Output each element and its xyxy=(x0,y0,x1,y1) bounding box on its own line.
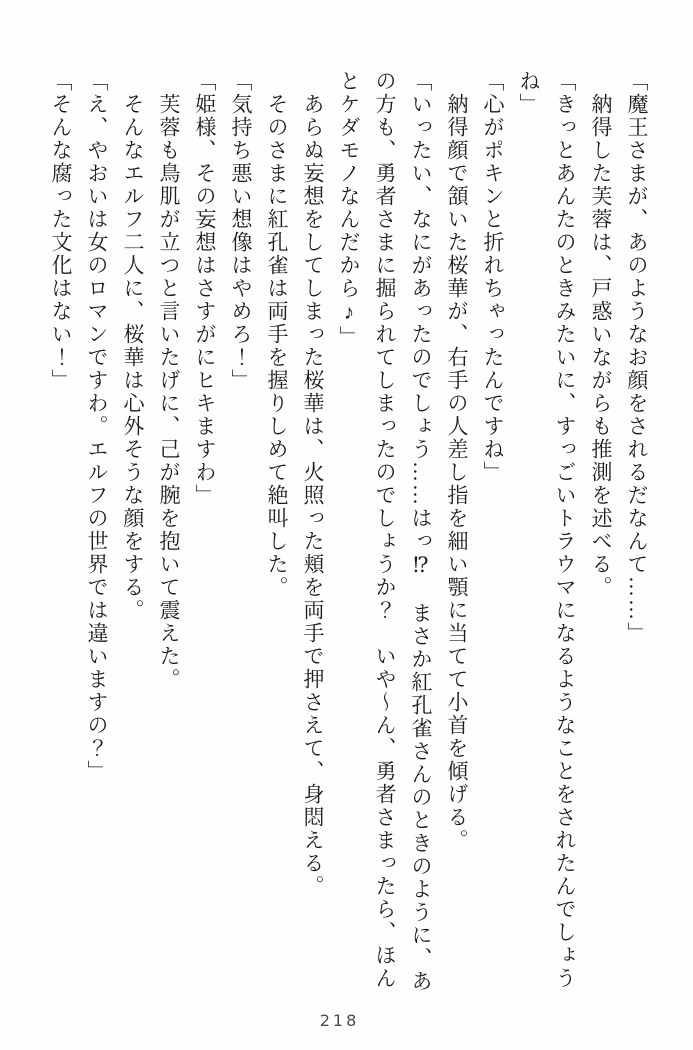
text-line: あらぬ妄想をしてしまった桜華は、火照った頬を両手で押さえて、身悶える。 xyxy=(301,70,325,898)
text-line: 「心がポキンと折れちゃったんですね」 xyxy=(481,70,505,484)
text-line: 納得顔で頷いた桜華が、右手の人差し指を細い顎に当てて小首を傾げる。 xyxy=(445,70,469,852)
text-line: 「きっとあんたのときみたいに、すっごいトラウマになるようなことをされたんでしょう xyxy=(553,70,577,990)
text-line: 「魔王さまが、あのようなお顔をされるだなんて……」 xyxy=(625,70,649,645)
text-line: 「気持ち悪い想像はやめろ！」 xyxy=(229,70,253,392)
page-text-block xyxy=(43,70,655,998)
text-line: ね」 xyxy=(517,70,541,116)
text-line: 「いったい、なにがあったのでしょう……はっ⁉ まさか紅孔雀さんのときのように、あ xyxy=(409,70,433,993)
text-line: 納得した芙蓉は、戸惑いながらも推測を述べる。 xyxy=(589,70,613,599)
text-line: そんなエルフ二人に、桜華は心外そうな顔をする。 xyxy=(121,70,145,622)
text-line: 「そんな腐った文化はない！」 xyxy=(49,70,73,392)
page-number: 218 xyxy=(319,1011,360,1030)
text-line: とケダモノなんだから♪」 xyxy=(337,70,361,349)
text-line: 芙蓉も鳥肌が立つと言いたげに、己が腕を抱いて震えた。 xyxy=(157,70,181,691)
text-line: 「姫様、その妄想はさすがにヒキますわ」 xyxy=(193,70,217,507)
text-line: そのさまに紅孔雀は両手を握りしめて絶叫した。 xyxy=(265,70,289,599)
text-line: の方も、勇者さまに掘られてしまったのでしょうか？ いや～ん、勇者さまったら、ほん xyxy=(373,70,397,990)
text-line: 「え、やおいは女のロマンですわ。エルフの世界では違いますの？」 xyxy=(85,70,109,783)
